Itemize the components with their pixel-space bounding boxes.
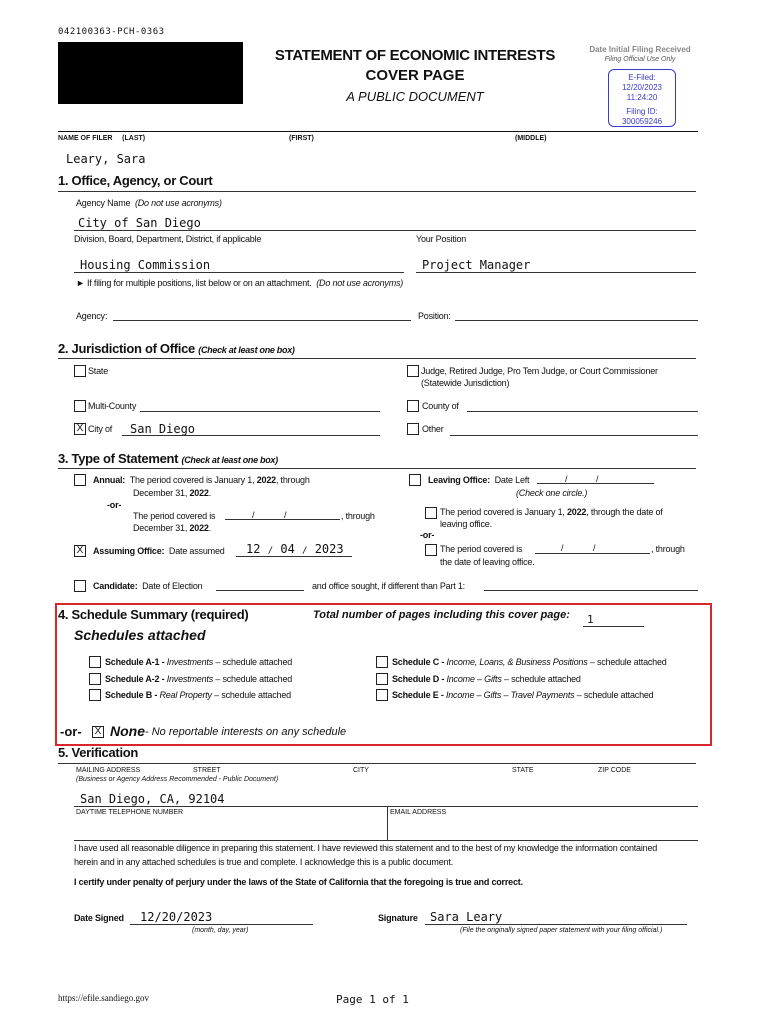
total-pages-value[interactable]: 1 (587, 613, 594, 626)
position2-label: Position: (418, 311, 451, 321)
candidate-text: Candidate: Date of Election (93, 581, 203, 591)
schedule-d-checkbox[interactable] (376, 673, 388, 685)
other-label: Other (422, 424, 444, 434)
address-value[interactable]: San Diego, CA, 92104 (80, 792, 225, 806)
public-document-label: A PUBLIC DOCUMENT (346, 89, 484, 104)
page-number: Page 1 of 1 (336, 993, 409, 1006)
filer-first-label: (FIRST) (289, 135, 314, 142)
filing-id: 300059246 (621, 117, 663, 126)
city-label: City of (88, 424, 113, 434)
schedule-a2-checkbox[interactable] (89, 673, 101, 685)
leaving-option1: The period covered is January 1, 2022, through the date of (440, 507, 663, 517)
efiled-stamp (608, 69, 676, 127)
state-label: State (88, 366, 109, 376)
phone-email-divider (387, 806, 388, 840)
december-text: December 31, 2022. (133, 523, 211, 533)
schedule-c-checkbox[interactable] (376, 656, 388, 668)
division-label: Division, Board, Department, District, if applicable (74, 234, 262, 244)
assuming-checkbox[interactable]: X (74, 545, 86, 557)
schedule-e-checkbox[interactable] (376, 689, 388, 701)
schedule-e: Schedule E - Income – Gifts – Travel Payments – schedule attached (392, 690, 654, 700)
leaving-option2-cont: the date of leaving office. (440, 557, 535, 567)
multiple-positions-note: ► If filing for multiple positions, list below or on an attachment. (Do not use acronyms) (76, 278, 404, 288)
multi-county-checkbox[interactable] (74, 400, 86, 412)
zip-label: ZIP CODE (598, 767, 631, 774)
leaving-checkbox[interactable] (409, 474, 421, 486)
section3-heading: 3. Type of Statement (Check at least one box) (58, 451, 278, 466)
state-checkbox[interactable] (74, 365, 86, 377)
county-checkbox[interactable] (407, 400, 419, 412)
annual-text: Annual: The period covered is January 1, 2022, through (93, 475, 310, 485)
leaving-option2-checkbox[interactable] (425, 544, 437, 556)
judge-sub-label: (Statewide Jurisdiction) (421, 378, 510, 388)
date-signed-value[interactable]: 12/20/2023 (140, 910, 213, 924)
section2-heading: 2. Jurisdiction of Office (Check at least one box) (58, 341, 295, 356)
your-position-label: Your Position (416, 234, 467, 244)
other-checkbox[interactable] (407, 423, 419, 435)
city-value[interactable]: San Diego (130, 422, 196, 436)
document-id: 042100363-PCH-0363 (58, 27, 165, 37)
leaving-or: -or- (420, 530, 435, 540)
email-label: EMAIL ADDRESS (390, 809, 447, 816)
filer-middle-label: (MIDDLE) (515, 135, 547, 142)
filing-id-label: Filing ID: (626, 107, 658, 116)
redacted-block (58, 42, 243, 104)
section4-heading: 4. Schedule Summary (required) (58, 607, 249, 622)
leaving-option2: The period covered is (440, 544, 523, 554)
schedule-a1-checkbox[interactable] (89, 656, 101, 668)
schedules-attached-heading: Schedules attached (74, 627, 206, 643)
total-pages-label: Total number of pages including this cover page: (313, 609, 570, 621)
form-subtitle: COVER PAGE (365, 67, 465, 84)
filer-last-label: NAME OF FILER (LAST) (58, 135, 146, 142)
schedule-a1: Schedule A-1 - Investments – schedule attached (105, 657, 293, 667)
efiled-date: 12/20/2023 (621, 83, 663, 92)
certify-statement: I certify under penalty of perjury under the laws of the State of California that the foregoing is true and correct. (74, 877, 523, 887)
phone-label: DAYTIME TELEPHONE NUMBER (76, 809, 184, 816)
agency-name-label: Agency Name (Do not use acronyms) (76, 198, 222, 208)
leaving-option1-cont: leaving office. (440, 519, 492, 529)
schedule-d: Schedule D - Income – Gifts – schedule attached (392, 674, 581, 684)
signature-value[interactable]: Sara Leary (430, 910, 503, 924)
leaving-option2-slash-2: / (593, 543, 596, 553)
multi-county-label: Multi-County (88, 401, 137, 411)
annual-checkbox[interactable] (74, 474, 86, 486)
signature-label: Signature (378, 913, 418, 923)
city-column-label: CITY (353, 767, 369, 774)
signature-note: (File the originally signed paper statement with your filing official.) (460, 927, 663, 934)
agency2-label: Agency: (76, 311, 108, 321)
efiled-label: E-Filed: (628, 73, 656, 82)
covered-slash-1: / (252, 510, 255, 520)
date-left-slash-1: / (565, 474, 568, 484)
assuming-text: Assuming Office: Date assumed (93, 546, 225, 556)
schedule-a2: Schedule A-2 - Investments – schedule attached (105, 674, 293, 684)
through-text: , through (341, 511, 375, 521)
none-or: -or- (60, 724, 82, 739)
annual-text2: December 31, 2022. (133, 488, 211, 498)
filer-name[interactable]: Leary, Sara (66, 152, 146, 166)
agency-name-value[interactable]: City of San Diego (78, 216, 201, 230)
city-checkbox[interactable]: X (74, 423, 86, 435)
date-assumed-value: 12 / 04 / 2023 (246, 542, 344, 556)
footer-url[interactable]: https://efile.sandiego.gov (58, 993, 149, 1003)
covered-slash-2: / (284, 510, 287, 520)
date-received-label: Date Initial Filing Received (589, 45, 691, 54)
date-signed-label: Date Signed (74, 913, 124, 923)
schedule-b-checkbox[interactable] (89, 689, 101, 701)
mailing-address-label: MAILING ADDRESS (76, 767, 141, 774)
annual-or: -or- (107, 500, 122, 510)
efiled-time: 11:24:20 (626, 93, 658, 102)
candidate-office-text: and office sought, if different than Part 1: (312, 581, 465, 591)
diligence-line2: herein and in any attached schedules is true and complete. I acknowledge this is a public document. (74, 857, 453, 867)
county-label: County of (422, 401, 459, 411)
schedule-b: Schedule B - Real Property – schedule attached (105, 690, 291, 700)
mailing-address-note: (Business or Agency Address Recommended - Public Document) (76, 776, 279, 783)
leaving-option1-checkbox[interactable] (425, 507, 437, 519)
judge-label: Judge, Retired Judge, Pro Tem Judge, or Court Commissioner (421, 366, 658, 376)
street-label: STREET (193, 767, 221, 774)
leaving-option2-slash-1: / (561, 543, 564, 553)
section1-heading: 1. Office, Agency, or Court (58, 173, 213, 188)
division-value[interactable]: Housing Commission (80, 258, 211, 272)
none-label: None (110, 723, 145, 739)
leaving-option2-through: , through (651, 544, 685, 554)
state-column-label: STATE (512, 767, 534, 774)
official-use-label: Filing Official Use Only (604, 56, 676, 63)
check-one-circle: (Check one circle.) (516, 488, 588, 498)
position-value[interactable]: Project Manager (422, 258, 531, 272)
form-title: STATEMENT OF ECONOMIC INTERESTS (274, 47, 556, 64)
leaving-text: Leaving Office: Date Left (428, 475, 530, 485)
diligence-line1: I have used all reasonable diligence in preparing this statement. I have reviewed this statement and to the best of my knowledge the information contained (74, 843, 658, 853)
none-checkbox[interactable]: X (92, 726, 104, 738)
judge-checkbox[interactable] (407, 365, 419, 377)
date-left-slash-2: / (596, 474, 599, 484)
date-signed-note: (month, day, year) (192, 927, 249, 934)
covered-text: The period covered is (133, 511, 216, 521)
candidate-checkbox[interactable] (74, 580, 86, 592)
none-text: - No reportable interests on any schedule (145, 726, 347, 738)
schedule-c: Schedule C - Income, Loans, & Business Positions – schedule attached (392, 657, 667, 667)
section5-heading: 5. Verification (58, 745, 139, 760)
